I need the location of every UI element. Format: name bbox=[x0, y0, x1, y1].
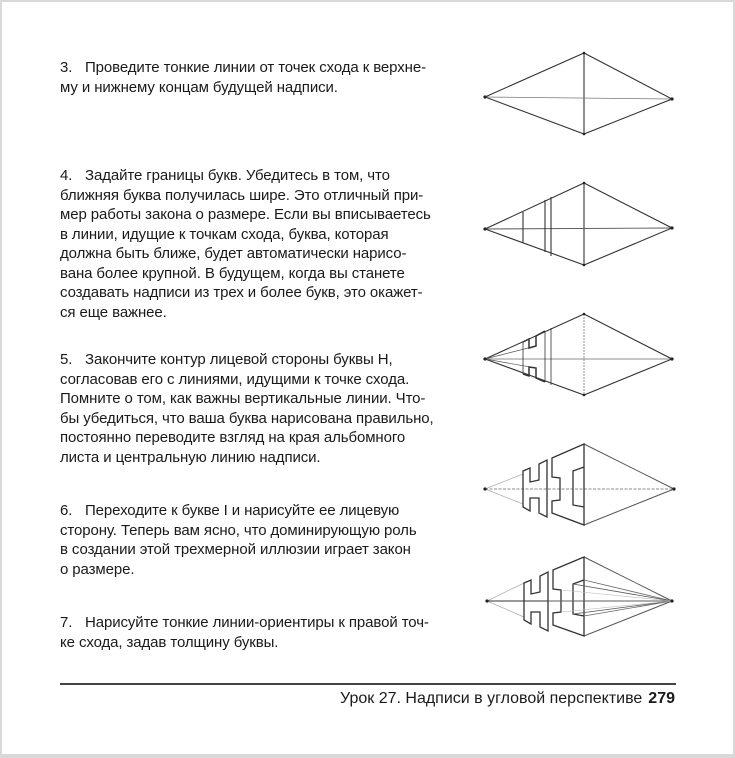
step-line: 7. Нарисуйте тонкие линии-ориентиры к правой точ- bbox=[60, 614, 429, 631]
figure-step-3 bbox=[470, 40, 690, 150]
step-number: 4. bbox=[60, 167, 73, 184]
figure-step-4 bbox=[470, 170, 690, 280]
step-line: листа и центральную линию надписи. bbox=[60, 448, 321, 466]
figure-step-7 bbox=[470, 555, 690, 665]
step-line: Помните о том, как важны вертикальные линии. Что- bbox=[60, 390, 426, 407]
step-7 bbox=[60, 613, 470, 652]
step-line: мер работы закона о размере. Если вы вписываетесь bbox=[60, 206, 431, 223]
chapter-title: Урок 27. Надписи в угловой перспективе bbox=[340, 690, 643, 707]
step-line: согласовав его с линиями, идущими к точке схода. bbox=[60, 370, 410, 388]
step-6 bbox=[60, 501, 470, 579]
step-line: ся еще важнее. bbox=[60, 303, 167, 321]
page-footer bbox=[340, 690, 675, 708]
step-line: создавать надписи из трех и более букв, это окажет- bbox=[60, 284, 423, 301]
step-3 bbox=[60, 58, 470, 97]
right-vanishing-guides-diagram-icon bbox=[470, 555, 690, 665]
letters-h-i-front-diagram-icon bbox=[470, 440, 690, 550]
perspective-diamond-icon bbox=[470, 40, 690, 150]
figure-step-5 bbox=[470, 300, 690, 410]
step-line: 3. Проведите тонкие линии от точек схода к верхне- bbox=[60, 59, 426, 76]
step-line: должна быть ближе, будет автоматически нарисо- bbox=[60, 245, 407, 262]
step-number: 7. bbox=[60, 614, 73, 631]
page-number: 279 bbox=[648, 690, 675, 707]
footer-divider bbox=[60, 683, 676, 685]
step-number: 5. bbox=[60, 351, 73, 368]
step-4 bbox=[60, 166, 470, 322]
step-line: 6. Переходите к букве I и нарисуйте ее лицевую bbox=[60, 502, 400, 519]
letter-h-outline-diagram-icon bbox=[470, 300, 690, 410]
step-line: вана более крупной. В будущем, когда вы станете bbox=[60, 264, 405, 282]
step-line: 4. Задайте границы букв. Убедитесь в том, что bbox=[60, 167, 390, 184]
figure-step-6 bbox=[470, 440, 690, 550]
step-line: в линии, идущие к точкам схода, буква, которая bbox=[60, 225, 389, 243]
step-line: сторону. Теперь вам ясно, что доминирующую роль bbox=[60, 521, 417, 539]
step-number: 3. bbox=[60, 59, 73, 76]
step-line: 5. Закончите контур лицевой стороны буквы Н, bbox=[60, 351, 393, 368]
step-5 bbox=[60, 350, 470, 467]
step-line: ке схода, задав толщину буквы. bbox=[60, 633, 279, 651]
step-line: ближняя буква получилась шире. Это отличный при- bbox=[60, 186, 424, 204]
step-line: бы убедиться, что ваша буква нарисована правильно, bbox=[60, 409, 434, 427]
step-number: 6. bbox=[60, 502, 73, 519]
step-line: постоянно переводите взгляд на края альбомного bbox=[60, 429, 406, 446]
step-line: в создании этой трехмерной иллюзии играет закон bbox=[60, 541, 411, 558]
step-line: о размере. bbox=[60, 560, 135, 578]
letter-boundaries-diagram-icon bbox=[470, 170, 690, 280]
step-line: му и нижнему концам будущей надписи. bbox=[60, 78, 338, 96]
